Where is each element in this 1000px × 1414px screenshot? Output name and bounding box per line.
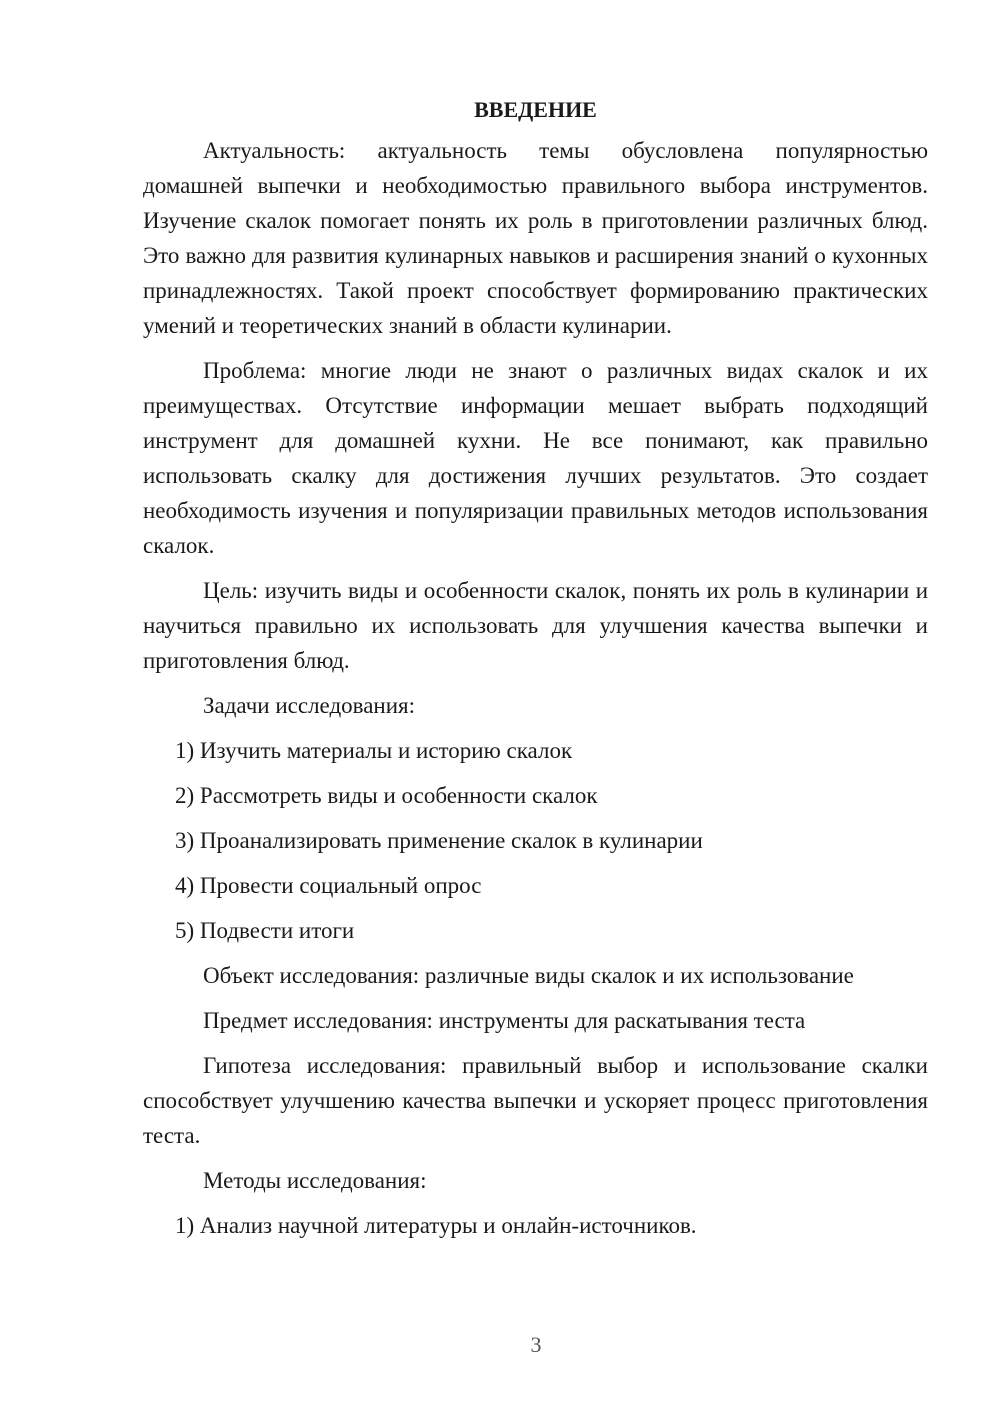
subject-line: Предмет исследования: инструменты для раскатывания теста xyxy=(203,1008,806,1033)
page-number: 3 xyxy=(530,1332,542,1357)
task-item: 3) Проанализировать применение скалок в кулинарии xyxy=(175,828,703,853)
task-item: 2) Рассмотреть виды и особенности скалок xyxy=(175,783,598,808)
methods-heading: Методы исследования: xyxy=(203,1168,427,1193)
document-page xyxy=(143,92,928,1253)
section-title: ВВЕДЕНИЕ xyxy=(474,97,597,122)
task-item: 5) Подвести итоги xyxy=(175,918,355,943)
hypothesis-paragraph: Гипотеза исследования: правильный выбор и использование скалки способствует улучшению качества выпечки и ускоряет процесс приготовления теста. xyxy=(143,1053,928,1148)
goal-paragraph: Цель: изучить виды и особенности скалок, понять их роль в кулинарии и научиться правильно их использовать для улучшения качества выпечки и приготовления блюд. xyxy=(143,578,928,673)
task-item: 4) Провести социальный опрос xyxy=(175,873,482,898)
method-item: 1) Анализ научной литературы и онлайн-источников. xyxy=(175,1213,697,1238)
task-item: 1) Изучить материалы и историю скалок xyxy=(175,738,573,763)
tasks-heading: Задачи исследования: xyxy=(203,693,416,718)
object-line: Объект исследования: различные виды скалок и их использование xyxy=(203,963,854,988)
problem-paragraph: Проблема: многие люди не знают о различных видах скалок и их преимуществах. Отсутствие информации мешает выбрать подходящий инструмент для домашней кухни. Не все понимают, как правильно использовать скалку для достижения лучших результатов. Это создает необходимость изучения и популяризации правильных методов использования скалок. xyxy=(143,358,928,558)
relevance-paragraph: Актуальность: актуальность темы обусловлена популярностью домашней выпечки и необходимостью правильного выбора инструментов. Изучение скалок помогает понять их роль в приготовлении различных блюд. Это важно для развития кулинарных навыков и расширения знаний о кухонных принадлежностях. Такой проект способствует формированию практических умений и теоретических знаний в области кулинарии. xyxy=(143,138,928,338)
